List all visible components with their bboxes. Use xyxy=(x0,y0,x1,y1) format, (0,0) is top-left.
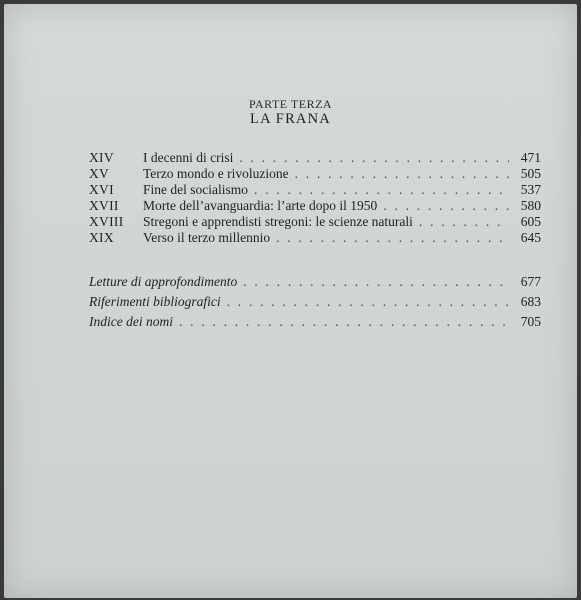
appendix-list xyxy=(89,274,541,334)
chapter-title: Terzo mondo e rivoluzione xyxy=(143,166,289,181)
toc-entry xyxy=(89,182,541,198)
page-number: 471 xyxy=(520,150,541,165)
dot-leader xyxy=(243,274,509,290)
appendix-title: Letture di approfondimento xyxy=(89,274,238,289)
page-number: 677 xyxy=(520,274,541,289)
dot-leader xyxy=(295,166,509,182)
dot-leader xyxy=(254,182,509,198)
chapter-number: XV xyxy=(89,166,110,181)
toc-entry xyxy=(89,230,541,246)
toc-entry xyxy=(89,214,541,230)
page-number: 537 xyxy=(520,182,541,197)
chapter-list xyxy=(89,150,541,246)
dot-leader xyxy=(419,214,509,230)
chapter-number: XVI xyxy=(89,182,114,197)
book-page xyxy=(4,4,577,598)
appendix-title: Riferimenti bibliografici xyxy=(89,294,221,309)
toc-entry xyxy=(89,166,541,182)
chapter-title: Fine del socialismo xyxy=(143,182,248,197)
part-title: LA FRANA xyxy=(250,111,331,127)
page-number: 605 xyxy=(520,214,541,229)
page-number: 505 xyxy=(520,166,541,181)
toc-entry xyxy=(89,150,541,166)
chapter-title: Morte dell’avanguardia: l’arte dopo il 1950 xyxy=(143,198,378,213)
chapter-title: Stregoni e apprendisti stregoni: le scienze naturali xyxy=(143,214,413,229)
dot-leader xyxy=(227,294,509,310)
dot-leader xyxy=(383,198,509,214)
chapter-title: I decenni di crisi xyxy=(143,150,234,165)
chapter-title: Verso il terzo millennio xyxy=(143,230,271,245)
toc-entry xyxy=(89,314,541,334)
page-number: 580 xyxy=(520,198,541,213)
chapter-number: XVII xyxy=(89,198,119,213)
dot-leader xyxy=(276,230,509,246)
chapter-number: XIX xyxy=(89,230,114,245)
chapter-number: XVIII xyxy=(89,214,124,229)
dot-leader xyxy=(179,314,509,330)
chapter-number: XIV xyxy=(89,150,114,165)
page-number: 683 xyxy=(520,294,541,309)
page-number: 705 xyxy=(520,314,541,329)
appendix-title: Indice dei nomi xyxy=(89,314,173,329)
toc-entry xyxy=(89,274,541,294)
toc-entry xyxy=(89,198,541,214)
part-label: PARTE TERZA xyxy=(248,97,333,111)
toc-entry xyxy=(89,294,541,314)
dot-leader xyxy=(239,150,509,166)
page-number: 645 xyxy=(520,230,541,245)
